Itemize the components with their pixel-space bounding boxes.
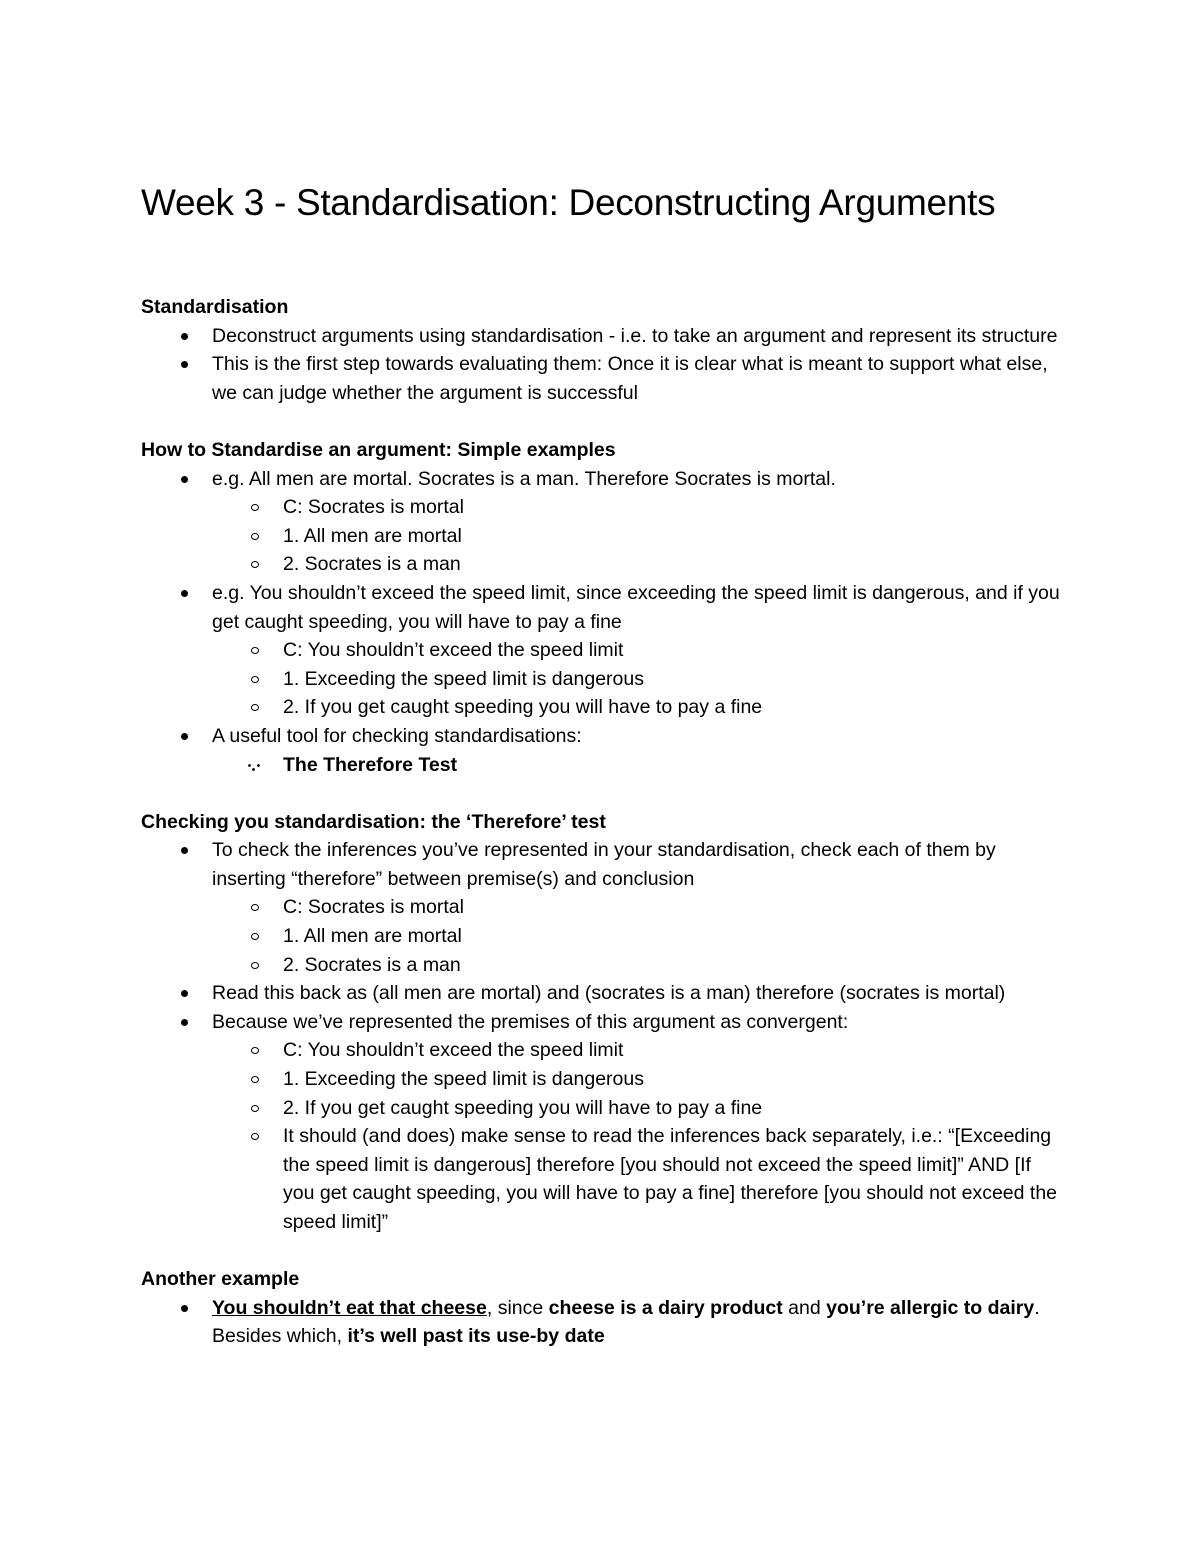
list-item: To check the inferences you’ve represented in your standardisation, check each of them by inserting “therefore” between premise(s) and conclusion bbox=[141, 836, 1066, 893]
sub-list-item: 1. Exceeding the speed limit is dangerous bbox=[141, 1065, 1066, 1094]
another-example-list bbox=[141, 1294, 1066, 1351]
example-premise-1: cheese is a dairy product bbox=[548, 1296, 783, 1319]
list-item: e.g. All men are mortal. Socrates is a man. Therefore Socrates is mortal. bbox=[141, 465, 1066, 494]
sub-list-item: C: You shouldn’t exceed the speed limit bbox=[141, 636, 1066, 665]
list-item: This is the first step towards evaluating them: Once it is clear what is meant to support what else, we can judge whether the argument is successful bbox=[141, 350, 1066, 407]
how-to-list bbox=[141, 465, 1066, 780]
sub-list-item: 1. Exceeding the speed limit is dangerous bbox=[141, 665, 1066, 694]
list-item: Read this back as (all men are mortal) and (socrates is a man) therefore (socrates is mortal) bbox=[141, 979, 1066, 1008]
sub-list-item-therefore-test bbox=[141, 751, 1066, 780]
section-heading-how-to: How to Standardise an argument: Simple examples bbox=[141, 438, 616, 461]
example-conclusion: You shouldn’t eat that cheese bbox=[212, 1296, 487, 1319]
spacer bbox=[141, 779, 1066, 808]
connector-text: and bbox=[782, 1296, 827, 1319]
sub-list-item: 2. If you get caught speeding you will have to pay a fine bbox=[141, 693, 1066, 722]
sub-list-item: 1. All men are mortal bbox=[141, 922, 1066, 951]
sub-list-item: C: Socrates is mortal bbox=[141, 893, 1066, 922]
document-body bbox=[141, 293, 1066, 1351]
connector-text: . Besides which, bbox=[212, 1296, 1040, 1348]
spacer bbox=[141, 407, 1066, 436]
example-premise-3: it’s well past its use-by date bbox=[347, 1325, 605, 1348]
sub-list-item: C: Socrates is mortal bbox=[141, 493, 1066, 522]
example-premise-2: you’re allergic to dairy bbox=[826, 1296, 1035, 1319]
section-heading-checking: Checking you standardisation: the ‘Therefore’ test bbox=[141, 810, 606, 833]
spacer bbox=[141, 1237, 1066, 1266]
sub-list-item: 1. All men are mortal bbox=[141, 522, 1066, 551]
sub-list-item: 2. Socrates is a man bbox=[141, 550, 1066, 579]
therefore-test-label: The Therefore Test bbox=[283, 753, 458, 776]
list-item: A useful tool for checking standardisations: bbox=[141, 722, 1066, 751]
sub-list-item: C: You shouldn’t exceed the speed limit bbox=[141, 1036, 1066, 1065]
list-item: Deconstruct arguments using standardisation - i.e. to take an argument and represent its structure bbox=[141, 322, 1066, 351]
list-item: e.g. You shouldn’t exceed the speed limit, since exceeding the speed limit is dangerous, and if you get caught speeding, you will have to pay a fine bbox=[141, 579, 1066, 636]
sub-list-item: 2. If you get caught speeding you will have to pay a fine bbox=[141, 1094, 1066, 1123]
page-title: Week 3 - Standardisation: Deconstructing Arguments bbox=[141, 182, 996, 223]
checking-list bbox=[141, 836, 1066, 1236]
sub-list-item: It should (and does) make sense to read the inferences back separately, i.e.: “[Exceeding the speed limit is dangerous] therefore [you should not exceed the speed limit]” AND [If you get caught speeding, you will have to pay a fine] therefore [you should not exceed the speed limit]” bbox=[141, 1122, 1066, 1236]
list-item bbox=[141, 1294, 1066, 1351]
list-item: Because we’ve represented the premises of this argument as convergent: bbox=[141, 1008, 1066, 1037]
connector-text: , since bbox=[486, 1296, 549, 1319]
standardisation-list bbox=[141, 322, 1066, 408]
sub-list-item: 2. Socrates is a man bbox=[141, 951, 1066, 980]
section-heading-another-example: Another example bbox=[141, 1268, 300, 1291]
section-heading-standardisation: Standardisation bbox=[141, 296, 289, 318]
